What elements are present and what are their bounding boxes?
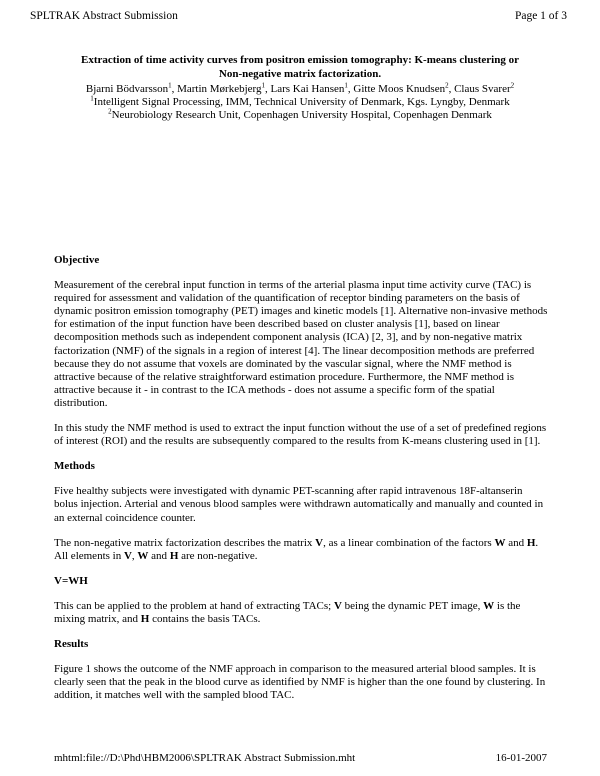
- affiliation-1: $^1$Intelligent Signal Processing, IMM, Technical University of Denmark, Kgs. Lyngby, Denmark: [90, 94, 510, 108]
- author-list: Bjarni Bödvarsson$^1$, Martin Mørkebjerg$^1$, Lars Kai Hansen$^1$, Gitte Moos Knudsen$^2$, Claus Svarer$^2$: [85, 81, 515, 95]
- author-2: Martin Mørkebjerg: [177, 83, 262, 95]
- author-3: Lars Kai Hansen: [270, 83, 345, 95]
- author-4: Gitte Moos Knudsen: [353, 83, 446, 95]
- methods-heading: Methods: [54, 460, 95, 473]
- paper-title: [40, 53, 560, 81]
- abstract-body: [54, 254, 548, 702]
- results-heading: Results: [54, 638, 89, 651]
- title-line-2: Non-negative matrix factorization.: [218, 68, 382, 80]
- methods-paragraph-3: This can be applied to the problem at hand of extracting TACs; V being the dynamic PET image, W is the mixing matrix, and H contains the basis TACs.: [54, 599, 521, 625]
- methods-paragraph-1: Five healthy subjects were investigated with dynamic PET-scanning after rapid intravenous 18F-altanserin bolus injection. Arterial and venous blood samples were withdrawn automatically and manually and counted in an external coincidence counter.: [54, 485, 544, 524]
- objective-heading: Objective: [54, 254, 100, 266]
- header-title: SPLTRAK Abstract Submission: [30, 10, 178, 22]
- objective-paragraph-1: Measurement of the cerebral input function in terms of the arterial plasma input time activity curve (TAC) is required for assessment and validation of the quantification of receptor binding parameters on the basis of dynamic positron emission tomography (PET) images and kinetic models [1]. Alternative non-invasive methods for estimation of the input function have been described based on cluster analysis [1], based on linear decomposition methods such as independent component analysis (ICA) [2, 3], and by non-negative matrix factorization (NMF) of the signals in a region of interest [4]. The linear decomposition methods are preferred because they do not assume that voxels are dominated by the vascular signal, where the NMF method is attractive because of the relative straightforward estimation procedure. Furthermore, the NMF method is attractive because it - in contrast to the ICA methods - does not assume a specific form of the spatial distribution.: [54, 279, 548, 409]
- equation: V=WH: [54, 574, 88, 587]
- page-number: Page 1 of 3: [514, 10, 567, 22]
- methods-paragraph-2: The non-negative matrix factorization describes the matrix V, as a linear combination of the factors W and H. All elements in V, W and H are non-negative.: [54, 536, 539, 562]
- author-1: Bjarni Bödvarsson: [85, 83, 169, 95]
- title-line-1: Extraction of time activity curves from positron emission tomography: K-means clustering or: [80, 54, 519, 66]
- footer-url: mhtml:file://D:\Phd\HBM2006\SPLTRAK Abstract Submission.mht: [54, 752, 356, 764]
- author-block: [40, 83, 560, 122]
- affiliation-2: $^2$Neurobiology Research Unit, Copenhagen University Hospital, Copenhagen Denmark: [108, 107, 492, 121]
- results-paragraph-1: Figure 1 shows the outcome of the NMF approach in comparison to the measured arterial blood samples. It is clearly seen that the peak in the blood curve as identified by NMF is higher than the one found by clustering. In addition, it matches well with the sampled blood TAC.: [54, 663, 546, 702]
- author-5: Claus Svarer: [454, 83, 511, 95]
- footer-date: 16-01-2007: [495, 752, 547, 764]
- objective-paragraph-2: In this study the NMF method is used to extract the input function without the use of a set of predefined regions of interest (ROI) and the results are subsequently compared to the results from K-means clustering used in [1].: [54, 422, 547, 448]
